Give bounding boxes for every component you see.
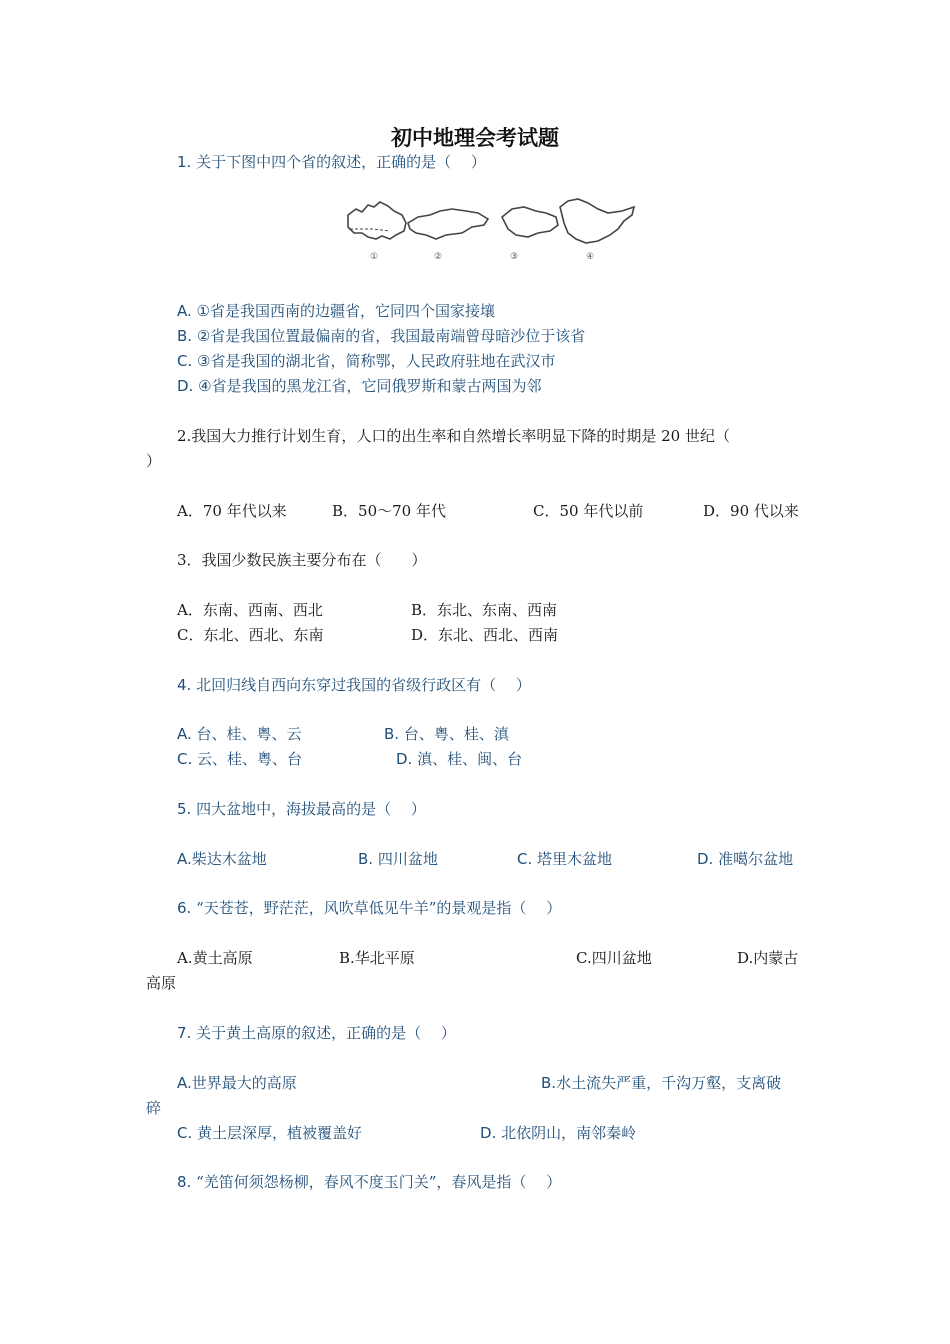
option-key: A. [177, 850, 192, 868]
q6-option-a: A.黄土高原 [177, 949, 253, 967]
q5-option-a [177, 848, 267, 870]
question-text: 关于下图中四个省的叙述，正确的是（ ） [196, 153, 486, 171]
q6-option-d-wrap: 高原 [146, 974, 177, 992]
provinces-outline-map [342, 193, 642, 265]
map-label-4: ④ [585, 252, 595, 262]
q6-option-d: D.内蒙古 [737, 949, 799, 967]
option-key: A. [177, 725, 192, 743]
option-key: B. [358, 850, 374, 868]
question-text: 北回归线自西向东穿过我国的省级行政区有（ ） [196, 676, 531, 694]
question-number: 4. [177, 676, 192, 694]
option-key: C. [177, 750, 193, 768]
question-number: 1. [177, 153, 192, 171]
map-label-3: ③ [509, 252, 519, 262]
option-text: 云、桂、粤、台 [197, 750, 303, 768]
question-8 [177, 1171, 561, 1193]
province-4-outline [560, 199, 634, 243]
option-key: D. [177, 377, 194, 395]
option-text: 塔里木盆地 [537, 850, 613, 868]
q5-option-b [358, 848, 438, 870]
option-key: D. [697, 850, 714, 868]
q7-option-b [541, 1072, 781, 1094]
map-label-1: ① [369, 252, 379, 262]
option-text: 柴达木盆地 [191, 850, 267, 868]
option-text-wrap: 碎 [146, 1099, 162, 1117]
question-4 [177, 674, 531, 696]
q1-option-c [177, 350, 555, 372]
option-text: 四川盆地 [377, 850, 438, 868]
province-3-outline [502, 207, 558, 237]
question-number: 8. [177, 1173, 192, 1191]
q4-option-a [177, 723, 302, 745]
question-text: “天苍苍，野茫茫，风吹草低见牛羊”的景观是指（ ） [196, 899, 562, 917]
question-2-wrap: ） [146, 452, 162, 470]
province-1-inner [350, 229, 390, 231]
option-text: 北依阴山，南邻秦岭 [501, 1124, 637, 1142]
q3-option-d: D．东北、西北、西南 [411, 626, 559, 644]
option-text: 滇、桂、闽、台 [417, 750, 523, 768]
q7-option-d [480, 1122, 636, 1144]
q2-option-a: A．70 年代以来 [177, 502, 287, 520]
q7-option-c [177, 1122, 362, 1144]
option-key: C. [177, 352, 193, 370]
q5-option-d [697, 848, 793, 870]
option-key: D. [396, 750, 413, 768]
option-text: ②省是我国位置最偏南的省，我国最南端曾母暗沙位于该省 [196, 327, 586, 345]
option-text: 台、粤、桂、滇 [403, 725, 509, 743]
option-key: A. [177, 302, 192, 320]
page-title: 初中地理会考试题 [391, 125, 559, 150]
option-text: 准噶尔盆地 [718, 850, 794, 868]
question-text: 关于黄土高原的叙述，正确的是（ ） [196, 1024, 456, 1042]
option-key: A. [177, 1074, 192, 1092]
option-key: C. [517, 850, 533, 868]
question-3: 3．我国少数民族主要分布在（ ） [177, 551, 427, 569]
option-text: ③省是我国的湖北省，简称鄂，人民政府驻地在武汉市 [197, 352, 556, 370]
option-text: ④省是我国的黑龙江省，它同俄罗斯和蒙古两国为邻 [198, 377, 542, 395]
q4-option-d [396, 748, 522, 770]
q3-option-c: C．东北、西北、东南 [177, 626, 324, 644]
q7-option-b-wrap [146, 1097, 161, 1119]
option-text: 台、桂、粤、云 [196, 725, 302, 743]
q6-option-b: B.华北平原 [339, 949, 415, 967]
map-label-2: ② [433, 252, 443, 262]
question-6 [177, 897, 561, 919]
provinces-map-figure [342, 193, 642, 265]
option-text: 水土流失严重，千沟万壑，支离破 [556, 1074, 782, 1092]
question-5 [177, 798, 426, 820]
q6-option-c: C.四川盆地 [576, 949, 652, 967]
question-7 [177, 1022, 456, 1044]
question-1 [177, 151, 486, 173]
option-text: ①省是我国西南的边疆省，它同四个国家接壤 [196, 302, 495, 320]
option-key: D. [480, 1124, 497, 1142]
q2-option-c: C．50 年代以前 [533, 502, 644, 520]
q3-option-a: A．东南、西南、西北 [177, 601, 323, 619]
question-number: 7. [177, 1024, 192, 1042]
q7-option-a [177, 1072, 297, 1094]
province-1-outline [348, 202, 406, 239]
option-key: C. [177, 1124, 193, 1142]
q1-option-b [177, 325, 585, 347]
option-text: 黄土层深厚，植被覆盖好 [197, 1124, 363, 1142]
q4-option-b [384, 723, 509, 745]
q1-option-d [177, 375, 542, 397]
question-text: “羌笛何须怨杨柳，春风不度玉门关”，春风是指（ ） [196, 1173, 562, 1191]
question-text: 四大盆地中，海拔最高的是（ ） [196, 800, 426, 818]
question-2: 2.我国大力推行计划生育，人口的出生率和自然增长率明显下降的时期是 20 世纪（ [177, 427, 730, 445]
question-number: 6. [177, 899, 192, 917]
option-key: B. [177, 327, 193, 345]
q1-option-a [177, 300, 495, 322]
q4-option-c [177, 748, 302, 770]
option-key: B. [384, 725, 400, 743]
q2-option-b: B．50～70 年代 [332, 502, 446, 520]
question-number: 5. [177, 800, 192, 818]
q2-option-d: D．90 代以来 [703, 502, 799, 520]
q5-option-c [517, 848, 612, 870]
option-text: 世界最大的高原 [191, 1074, 297, 1092]
province-2-outline [408, 209, 488, 239]
option-key: B. [541, 1074, 557, 1092]
q3-option-b: B．东北、东南、西南 [411, 601, 558, 619]
